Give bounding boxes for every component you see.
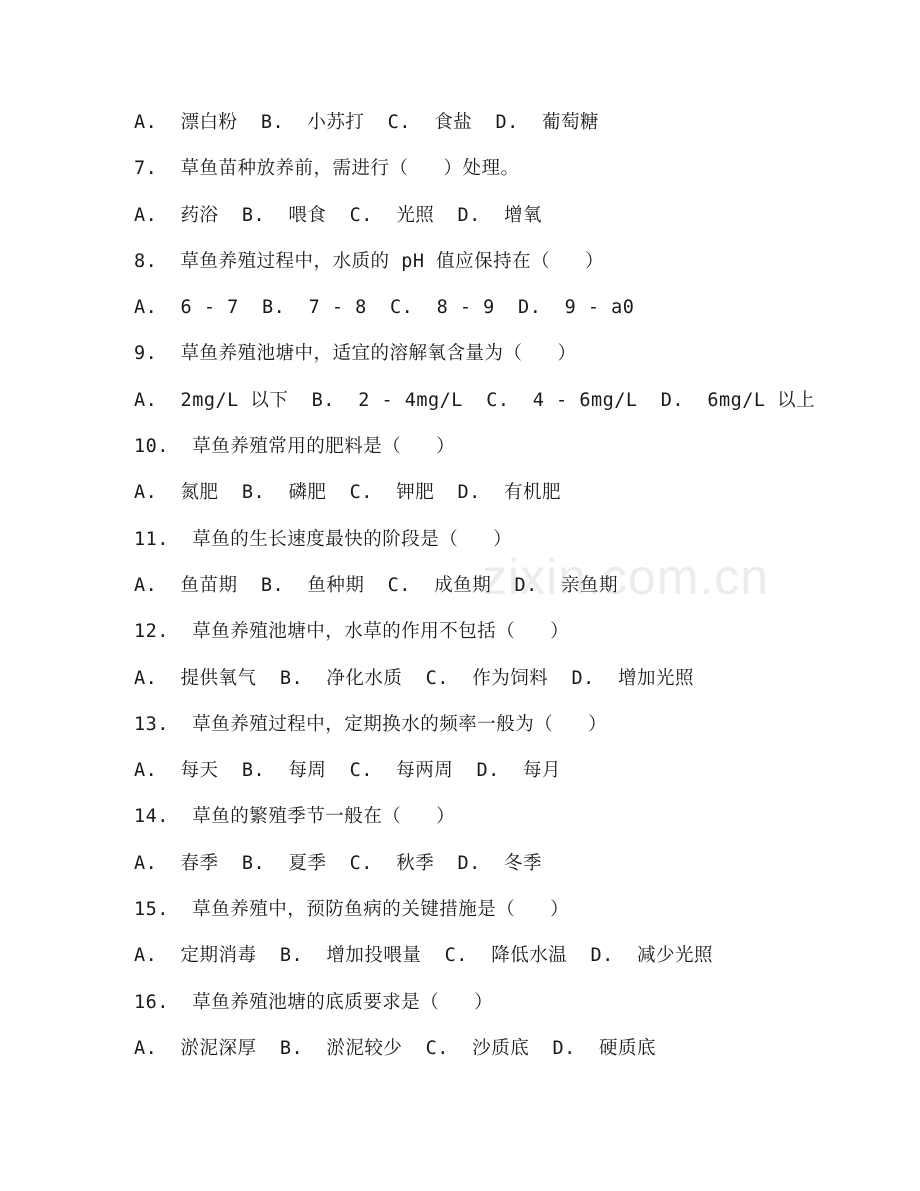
options-line-q16: A. 淤泥深厚 B. 淤泥较少 C. 沙质底 D. 硬质底 (134, 1037, 657, 1059)
question-10: 10. 草鱼养殖常用的肥料是（ ） (134, 436, 456, 458)
question-13: 13. 草鱼养殖过程中，定期换水的频率一般为（ ） (134, 713, 608, 735)
options-line-q14: A. 春季 B. 夏季 C. 秋季 D. 冬季 (134, 852, 543, 874)
watermark: zixin.com.cn (482, 549, 770, 605)
options-line-q12: A. 提供氧气 B. 净化水质 C. 作为饲料 D. 增加光照 (134, 667, 695, 689)
options-line-q9: A. 2mg/L 以下 B. 2 - 4mg/L C. 4 - 6mg/L D. 6mg/L 以上 (134, 389, 816, 411)
question-9: 9. 草鱼养殖池塘中，适宜的溶解氧含量为（ ） (134, 343, 577, 365)
question-16: 16. 草鱼养殖池塘的底质要求是（ ） (134, 991, 494, 1013)
options-line-q8: A. 6 - 7 B. 7 - 8 C. 8 - 9 D. 9 - a0 (134, 297, 635, 319)
options-line-q15: A. 定期消毒 B. 增加投喂量 C. 降低水温 D. 减少光照 (134, 945, 714, 967)
question-7: 7. 草鱼苗种放养前，需进行（ ）处理。 (134, 158, 520, 180)
options-line-q10: A. 氮肥 B. 磷肥 C. 钾肥 D. 有机肥 (134, 482, 562, 504)
options-line-q6: A. 漂白粉 B. 小苏打 C. 食盐 D. 葡萄糖 (134, 112, 600, 133)
question-15: 15. 草鱼养殖中，预防鱼病的关键措施是（ ） (134, 899, 570, 921)
question-8: 8. 草鱼养殖过程中，水质的 pH 值应保持在（ ） (134, 250, 605, 272)
options-line-q7: A. 药浴 B. 喂食 C. 光照 D. 增氧 (134, 204, 543, 226)
question-14: 14. 草鱼的繁殖季节一般在（ ） (134, 806, 456, 828)
options-line-q11: A. 鱼苗期 B. 鱼种期 C. 成鱼期 D. 亲鱼期 (134, 574, 619, 596)
question-list (134, 106, 854, 1078)
question-11: 11. 草鱼的生长速度最快的阶段是（ ） (134, 528, 513, 550)
question-12: 12. 草鱼养殖池塘中，水草的作用不包括（ ） (134, 621, 570, 643)
options-line-q13: A. 每天 B. 每周 C. 每两周 D. 每月 (134, 760, 562, 782)
